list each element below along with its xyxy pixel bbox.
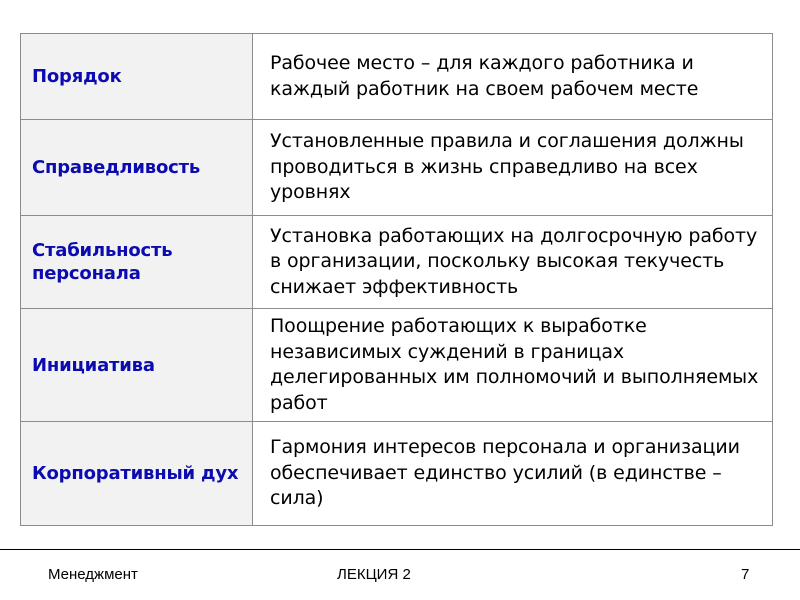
description-cell: Установка работающих на долгосрочную работу в организации, поскольку высокая текучесть снижает эффективность <box>253 216 773 309</box>
description-cell: Установленные правила и соглашения должны проводиться в жизнь справедливо на всех уровнях <box>253 120 773 216</box>
term-cell: Справедливость <box>21 120 253 216</box>
table-row <box>21 309 773 422</box>
principles-table <box>20 33 773 526</box>
table-row <box>21 120 773 216</box>
table-row <box>21 34 773 120</box>
description-cell: Гармония интересов персонала и организации обеспечивает единство усилий (в единстве – сила) <box>253 422 773 526</box>
term-cell: Инициатива <box>21 309 253 422</box>
footer-course-name: Менеджмент <box>48 566 138 583</box>
table-row <box>21 422 773 526</box>
term-cell: Стабильность персонала <box>21 216 253 309</box>
footer-lecture-label: ЛЕКЦИЯ 2 <box>337 566 411 583</box>
term-cell: Корпоративный дух <box>21 422 253 526</box>
term-cell: Порядок <box>21 34 253 120</box>
footer-page-number: 7 <box>741 566 750 583</box>
description-cell: Поощрение работающих к выработке независимых суждений в границах делегированных им полномочий и выполняемых работ <box>253 309 773 422</box>
table-row <box>21 216 773 309</box>
footer-divider <box>0 549 800 550</box>
description-cell: Рабочее место – для каждого работника и каждый работник на своем рабочем месте <box>253 34 773 120</box>
